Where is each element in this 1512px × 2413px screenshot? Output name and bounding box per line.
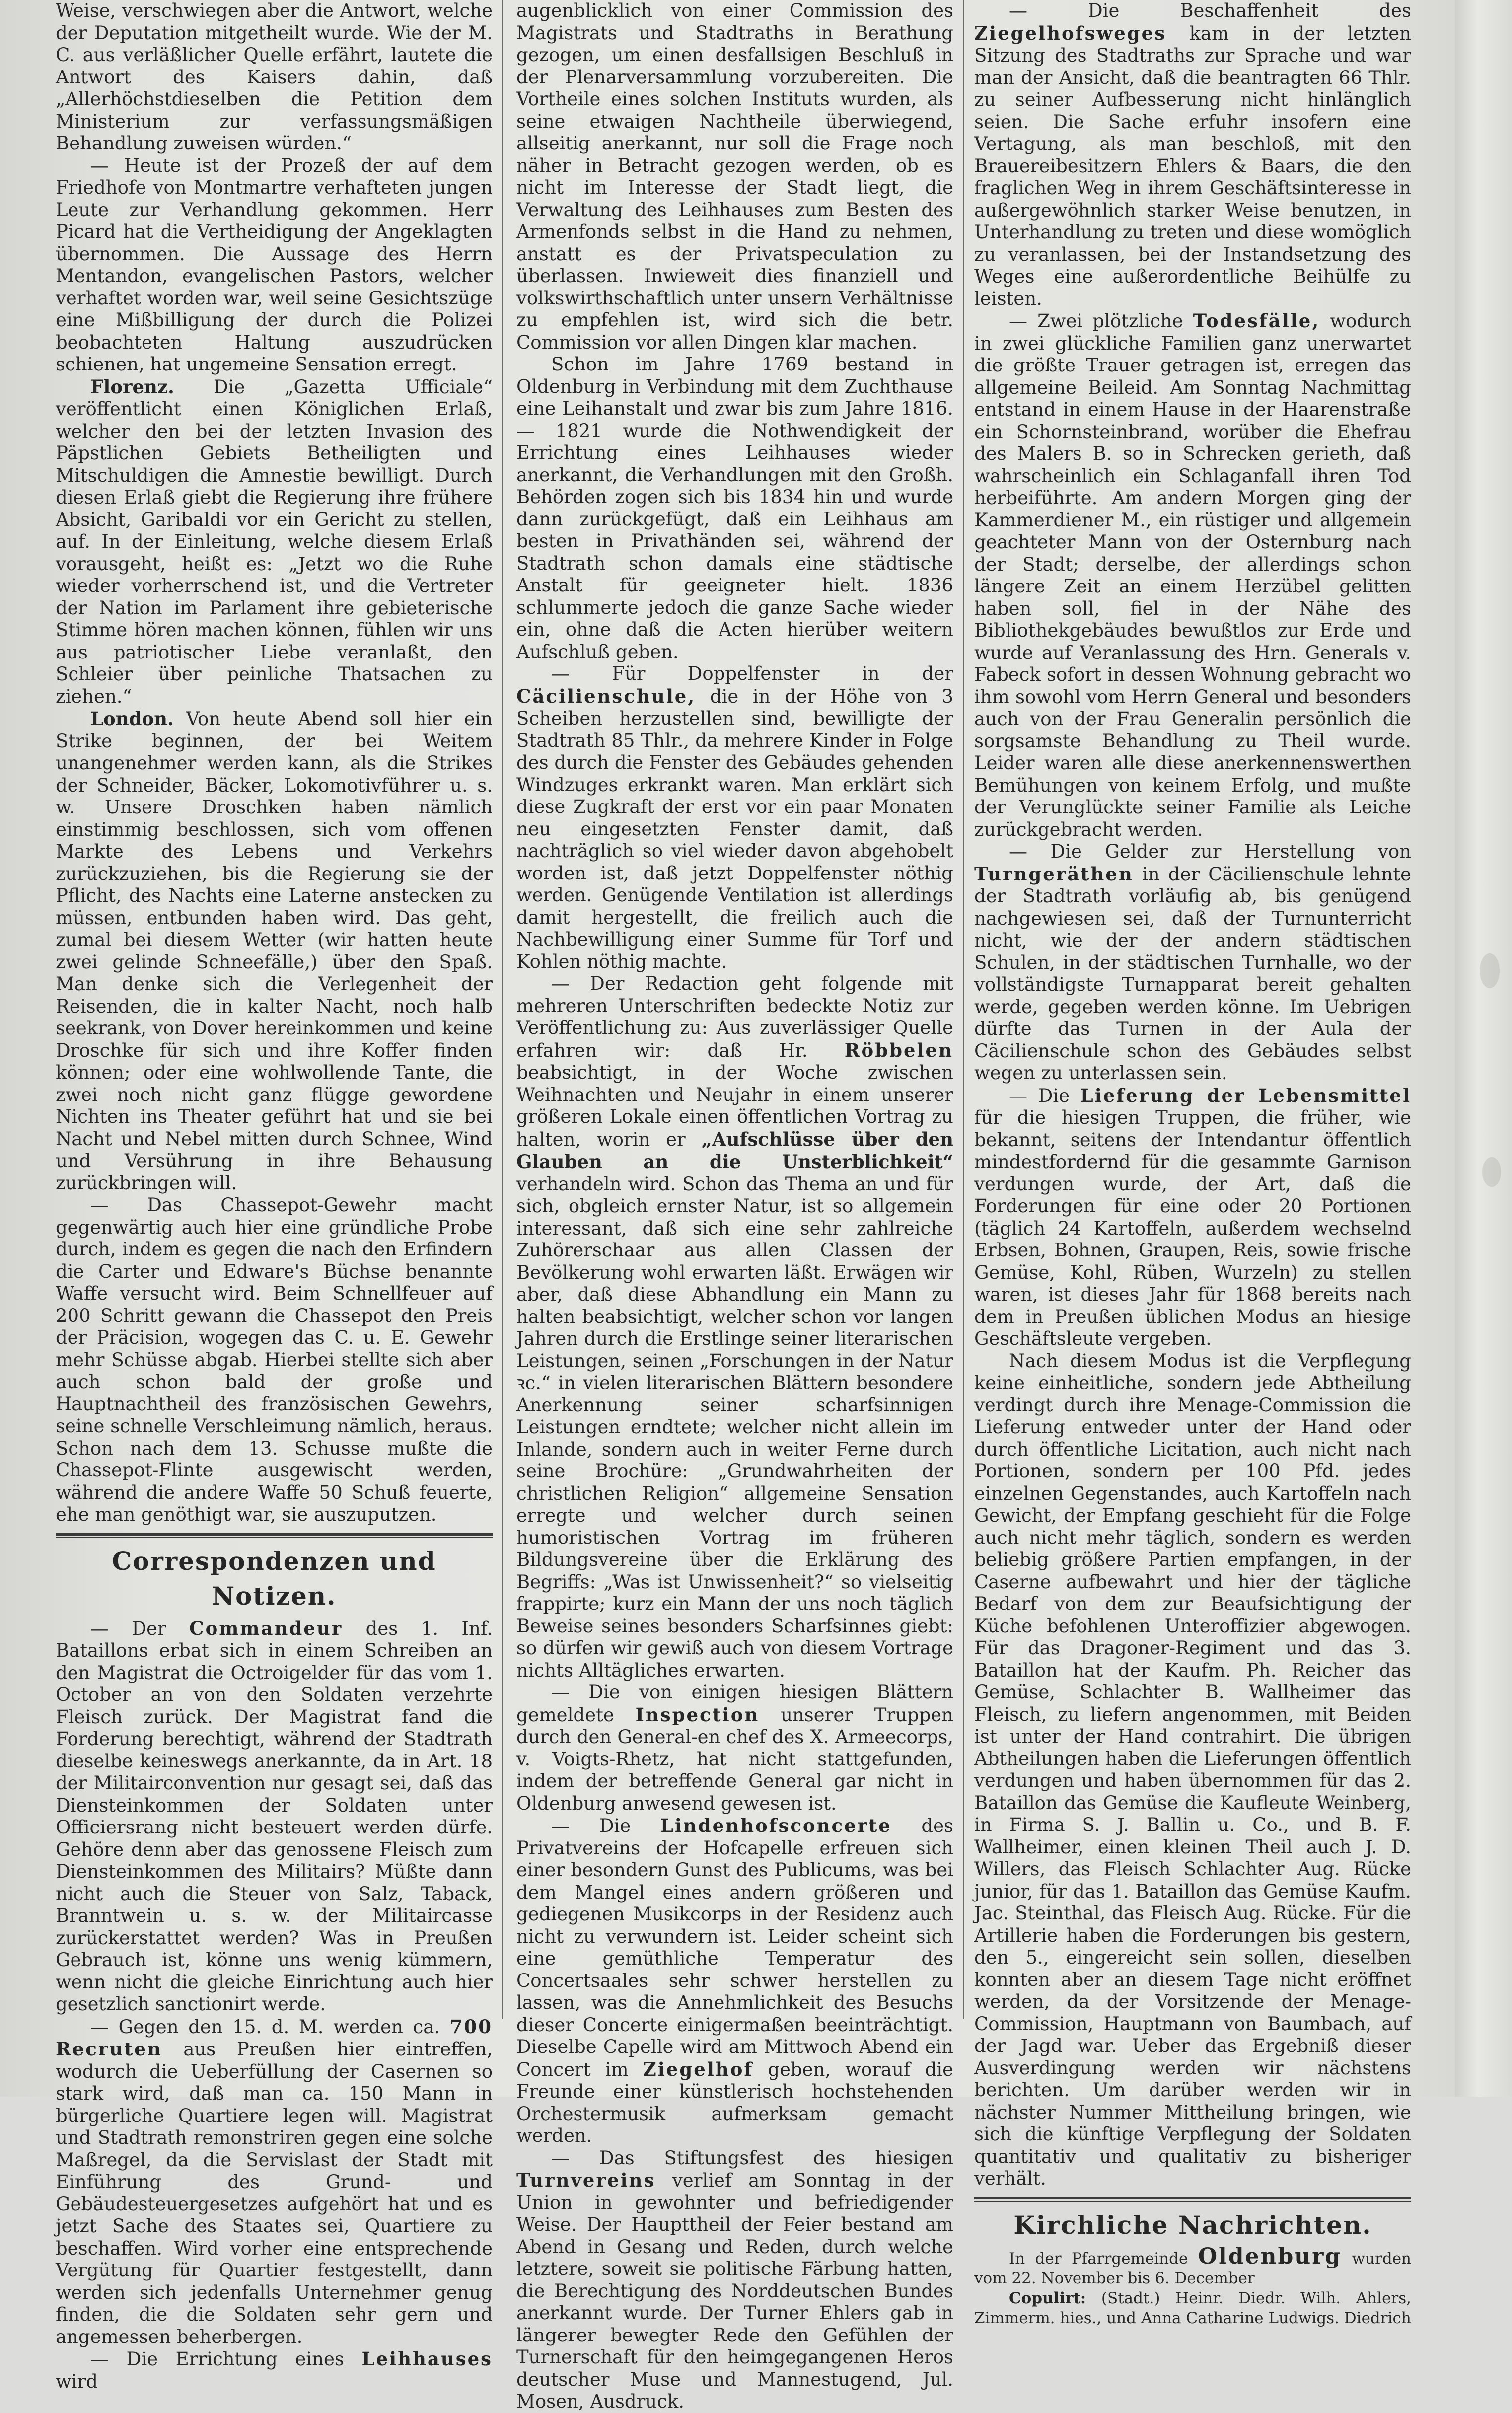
article-text: — Der Redaction geht folgende mit mehreren Unterschriften bedeckte Notiz zur Veröffentlichung zu: Aus zuverlässiger Quelle erfahren wir: daß Hr. [516, 973, 953, 1061]
article-text: — Die [551, 1815, 631, 1836]
article-text: die in der Höhe von 3 Scheiben herzustellen sind, bewilligte der Stadtrath 85 Thlr., da mehrere Kinder in Folge des durch die Fenster des Gebäudes gehenden Windzuges erkrankt waren. Man erklärt sich diese Zugkraft der erst vor ein paar Monaten neu eingesetzten Fenster damit, daß nachträglich so viel wieder davon abgehobelt worden ist, daß jetzt Doppelfenster nöthig werden. Genügende Ventilation ist allerdings damit hergestellt, die freilich auch die Nachbewilligung einer Summe für Torf und Kohlen nöthig machte. [516, 685, 953, 972]
article-text: — Die Gelder zur Herstellung von [1009, 841, 1411, 862]
article-text: Die „Gazetta Ufficiale“ veröffentlicht einen Königlichen Erlaß, welcher den bei der letzten Invasion des Päpstlichen Gebiets Betheiligten und Mitschuldigen die Amnestie bewilligt. Durch diesen Erlaß giebt die Regierung ihre frühere Absicht, Garibaldi vor ein Gericht zu stellen, auf. In der Einleitung, welche diesem Erlaß vorausgeht, heißt es: „Jetzt wo die Ruhe wieder vorherrschend ist, und die Vertreter der Nation im Parlament ihre gebieterische Stimme hören machen können, fühlen wir uns aus patriotischer Liebe veranlaßt, den Schleier über peinliche Thatsachen zu ziehen.“ [56, 376, 493, 707]
article-text: — Für Doppelfenster in der [551, 663, 953, 684]
article-text: verhandeln wird. Schon das Thema an und für sich, obgleich ernster Natur, ist so allgemein interessant, daß sich eine sehr zahlreiche Zuhörerschaar aus allen Classen der Bevölkerung wohl erwarten läßt. Erwägen wir aber, daß diese Abhandlung ein Mann zu halten beabsichtigt, welcher schon vor langen Jahren durch die Erstlinge seiner literarischen Leistungen, seinen „Forschungen in der Natur ꝛc.“ in vielen literarischen Blättern besondere Anerkennung seiner scharfsinnigen Leistungen erndtete; welcher nicht allein im Inlande, sondern auch in weiter Ferne durch seine Brochüre: „Grundwahrheiten der christlichen Religion“ allgemeine Sensation erregte und welcher durch seinen humoristischen Vortrag im früheren Bildungsvereine über die Erklärung des Begriffs: „Was ist Unwissenheit?“ so vielseitig frappirte; kurz ein Mann der uns noch täglich Beweise seines besonders Scharfsinnes giebt: so dürfen wir gewiß auch von diesem Vortrage nichts Alltägliches erwarten. [516, 1173, 953, 1681]
page-edge [1455, 0, 1512, 2097]
keyword-heading: Ziegelhof [643, 2058, 754, 2080]
keyword-heading: Copulirt: [1009, 2289, 1086, 2307]
article-text: des 1. Inf. Bataillons erbat sich in einem Schreiben an den Magistrat die Octroigelder für das vom 1. October an von den Soldaten verzehrte Fleisch zurück. Der Magistrat fand die Forderung berechtigt, während der Stadtrath dieselbe keineswegs anerkannte, da in Art. 18 der Militairconvention nur gesagt sei, daß das Diensteinkommen der Soldaten unter Officiersrang nicht besteuert werden dürfe. Gehöre denn aber das genossene Fleisch zum Diensteinkommen des Militairs? Müßte dann nicht auch die Steuer von Salz, Taback, Branntwein u. s. w. der Militaircasse zurückerstattet werden? Was in Preußen Gebrauch ist, könne uns wenig kümmern, wenn nicht die gleiche Einrichtung auch hier gesetzlich sanctionirt werde. [56, 1617, 493, 2015]
paper-stain [1482, 1157, 1501, 1187]
article-text: Von heute Abend soll hier ein Strike beginnen, der bei Weitem unangenehmer werden kann, als die Strikes der Schneider, Bäcker, Lokomotivführer u. s. w. Unsere Droschken haben nämlich einstimmig beschlossen, sich vom offenen Markte des Lebens und Verkehrs zurückzuziehen, bis die Regierung sie der Pflicht, des Nachts eine Laterne anstecken zu müssen, entbunden haben wird. Das geht, zumal bei diesem Wetter (wir hatten heute zwei gelinde Schneefälle,) über den Spaß. Man denke sich die Verlegenheit der Reisenden, die in kalter Nacht, noch halb seekrank, von Dover hereinkommen und keine Droschke für sich und ihre Koffer finden können; oder eine wohlwollende Tante, die zwei noch nicht ganz flügge gewordene Nichten ins Theater geführt hat und sie bei Nacht und Nebel mitten durch Schnee, Wind und Versührung in ihre Behausung zurückbringen will. [56, 708, 493, 1194]
column-middle [516, 0, 954, 2412]
section-rule [56, 1533, 493, 1538]
article-text: unserer Truppen durch den General-en chef des X. Armeecorps, v. Voigts-Rhetz, hat nicht stattgefunden, indem der betreffende General gar nicht in Oldenburg anwesend gewesen ist. [516, 1704, 954, 1814]
article-text: — Die [1009, 1085, 1070, 1106]
keyword-heading: Ziegelhofsweges [974, 22, 1167, 44]
section-heading: Correspondenzen und Notizen. [112, 1546, 436, 1610]
article-text: — Das Stiftungsfest des hiesigen [551, 2147, 953, 2169]
article-text: für die hiesigen Truppen, die früher, wie bekannt, seitens der Intendantur öffentlich mindestfordernd für die gesammte Garnison verdungen wurde, der Art, daß die Forderungen für eine oder 20 Portionen (täglich 24 Kartoffeln, außerdem wechselnd Erbsen, Bohnen, Graupen, Reis, sowie frische Gemüse, Kohl, Rüben, Wurzeln) zu stellen waren, ist dieses Jahr für 1868 bereits nach dem in Preußen üblichen Modus an hiesige Geschäftsleute vergeben. [974, 1107, 1411, 1349]
keyword-heading: Leihhauses [361, 2348, 493, 2370]
article-text: (Stadt.) Heinr. Diedr. Wilh. Ahlers, Zimmerm. hies., und Anna Catharine Ludwigs. Diedrich [974, 2289, 1411, 2327]
article-paragraph: augenblicklich von einer Commission des Magistrats und Stadtraths in Berathung gezogen, um einen desfallsigen Beschluß in der Plenarversammlung vorzubereiten. Die Vortheile eines solchen Instituts wurden, als seine etwaigen Nachtheile überwiegend, allseitig anerkannt, nur soll die Frage noch näher in Betracht gezogen werden, ob es nicht im Interesse der Stadt liegt, die Verwaltung des Leihhauses zum Besten des Armenfonds selbst in die Hand zu nehmen, anstatt es der Privatspeculation zu überlassen. Inwieweit dies finanziell und volkswirthschaftlich unter unsern Verhältnisse zu empfehlen ist, wird sich die betr. Commission vor allen Dingen klar machen. [516, 0, 953, 353]
keyword-heading: 700 Recruten [56, 2015, 493, 2060]
keyword-heading: Cäcilienschule, [516, 685, 696, 707]
article-text: — Die Beschaffenheit des [1009, 0, 1411, 21]
keyword-heading: Turnvereins [516, 2169, 656, 2191]
article-text: wurden vom 22. November bis 6. December [974, 2249, 1412, 2287]
keyword-heading: Röbbelen [844, 1039, 953, 1061]
article-text: — Die von einigen hiesigen Blättern gemeldete [516, 1682, 953, 1726]
column-divider [963, 0, 964, 2019]
keyword-heading: Turngeräthen [974, 863, 1134, 885]
article-text: geben, worauf die Freunde einer künstlerisch hochstehenden Orchestermusik aufmerksam gemacht werden. [516, 2058, 953, 2146]
keyword-heading: Inspection [635, 1703, 760, 1726]
article-paragraph: — Heute ist der Prozeß der auf dem Friedhofe von Montmartre verhafteten jungen Leute zur Verhandlung gekommen. Herr Picard hat die Vertheidigung der Angeklagten übernommen. Die Aussage des Herrn Mentandon, evangelischen Pastors, welcher verhaftet worden war, weil seine Gesichtszüge eine Mißbilligung der durch die Polizei beobachteten Haltung auszudrücken schienen, hat ungemeine Sensation erregt. [56, 154, 493, 375]
article-text: wodurch in zwei glückliche Familien ganz unerwartet die größte Trauer getragen ist, erregen das allgemeine Beileid. Am Sonntag Nachmittag entstand in einem Hause in der Haarenstraße ein Schornsteinbrand, worüber die Ehefrau des Malers B. so in Schrecken gerieth, daß wahrscheinlich ein Schlaganfall ihren Tod herbeiführte. Am andern Morgen ging der Kammerdiener M., ein rüstiger und allgemein geachteter Mann von der Osternburg nach der Stadt; derselbe, der allerdings schon längere Zeit an einem Herzübel gelitten haben soll, fiel in der Nähe des Bibliothekgebäudes bewußtlos zur Erde und wurde auf Veranlassung des Hrn. Generals v. Fabeck sofort in dessen Wohnung gebracht wo ihm sowohl vom Herrn General und besonders auch von der Frau Generalin persönlich die sorgsamste Behandlung zu Theil wurde. Leider waren alle diese anerkennenswerthen Bemühungen von keinem Erfolg, und mußte der Verunglückte seiner Familie als Leiche zurückgebracht werden. [974, 310, 1412, 840]
article-text: des Privatvereins der Hofcapelle erfreuen sich einer besondern Gunst des Publicums, was bei dem Mangel eines andern größeren und gediegenen Musikcorps in der Residenz auch nicht zu verwundern ist. Leider scheint sich eine gemüthliche Temperatur des Concertsaales sehr schwer herstellen zu lassen, was die Annehmlichkeit des Besuchs dieser Concerte einigermaßen beeinträchtigt. Dieselbe Capelle wird am Mittwoch Abend ein Concert im [516, 1815, 953, 2080]
place-heading: London. [90, 708, 174, 730]
section-rule [974, 2197, 1411, 2202]
article-paragraph: Nach diesem Modus ist die Verpflegung keine einheitliche, sondern jede Abtheilung verdingt durch ihre Menage-Commission die Lieferung entweder unter der Hand oder durch öffentliche Licitation, auch nicht nach Portionen, sondern per 100 Pfd. jedes einzelnen Gegenstandes, auch Kartoffeln nach Gewicht, der Empfang geschieht für die Folge auch nicht mehr täglich, sondern es werden beliebig größere Partien empfangen, in der Caserne aufbewahrt und hier der tägliche Bedarf von dem zur Beaufsichtigung der Küche befohlenen Unteroffizier abgewogen. Für das Dragoner-Regiment und das 3. Bataillon hat der Kaufm. Ph. Reicher das Gemüse, Schlachter B. Wallheimer das Fleisch, zu liefern angenommen, mit Beiden ist unter der Hand contrahirt. Die übrigen Abtheilungen haben die Lieferungen öffentlich verdungen und haben übernommen für das 2. Bataillon das Gemüse die Kaufleute Weinberg, in Firma S. J. Ballin u. Co., und B. F. Wallheimer, einen kleinen Theil auch J. D. Willers, das Fleisch Schlachter Aug. Rücke junior, für das 1. Bataillon das Gemüse Kaufm. Jac. Steinthal, das Fleisch Aug. Rücke. Für die Artillerie haben die Forderungen bis gestern, den 5., eingereicht sein sollen, dieselben konnten aber an diesem Tage nicht eröffnet werden, da der Vorsitzende der Menage-Commission, Hauptmann von Baumbach, auf der Jagd war. Ueber das Ergebniß dieser Ausverdingung werden wir nächstens berichten. Um darüber werden wir in nächster Nummer Mittheilung bringen, wie sich die künftige Verpflegung der Soldaten quantitativ und qualitativ zu bisheriger verhält. [974, 1350, 1411, 2189]
column-divider [502, 0, 503, 2019]
keyword-heading: „Aufschlüsse über den Glauben an die Unsterblichkeit“ [516, 1128, 954, 1172]
keyword-heading: Lieferung der Lebensmittel [1080, 1084, 1411, 1106]
keyword-heading: Commandeur [189, 1617, 343, 1639]
article-text: In der Pfarrgemeinde [1009, 2249, 1188, 2267]
keyword-heading: Oldenburg [1198, 2243, 1342, 2269]
section-heading: Kirchliche Nachrichten. [1013, 2210, 1372, 2240]
keyword-heading: Todesfälle, [1193, 310, 1320, 332]
keyword-heading: Lindenhofsconcerte [660, 1815, 892, 1836]
paper-stain [1480, 953, 1500, 988]
column-right [974, 0, 1412, 2327]
article-text: wird [56, 2370, 98, 2392]
article-text: verlief am Sonntag in der Union in gewohnter und befriedigender Weise. Der Haupttheil der Feier bestand am Abend in Gesang und Reden, durch welche letztere, soweit sie politische Färbung hatten, die Berechtigung des Norddeutschen Bundes anerkannt wurde. Der Turner Ehlers gab in längerer bewegter Rede den Gefühlen der Turnerschaft für den heimgegangenen Heros deutscher Muse und Mannestugend, Jul. Mosen, Ausdruck. [516, 2170, 954, 2412]
article-text: in der Cäcilienschule lehnte der Stadtrath vorläufig ab, bis genügend nachgewiesen sei, daß der Turnunterricht nicht, wie der der andern städtischen Schulen, in der städtischen Turnhalle, wo der vollständigste Turnapparat bereit gehalten werde, gegeben werden könne. Im Uebrigen dürfte das Turnen in der Aula der Cäcilienschule schon des Gebäudes selbst wegen zu unterlassen sein. [974, 863, 1411, 1084]
place-heading: Florenz. [90, 375, 174, 398]
article-text: — Der [90, 1617, 166, 1639]
article-text: kam in der letzten Sitzung des Stadtraths zur Sprache und war man der Ansicht, daß die beantragten 66 Thlr. zu seiner Aufbesserung nicht hinlänglich seien. Die Sache erfuhr insofern eine Vertagung, als man beschloß, mit den Brauereibesitzern Ehlers & Baars, die den fraglichen Weg in ihrem Geschäftsinteresse in außergewöhnlich starker Weise benutzen, in Unterhandlung zu treten und diese womöglich zu veranlassen, bei der Instandsetzung des Weges eine außerordentliche Beihülfe zu leisten. [974, 22, 1412, 309]
article-paragraph: Weise, verschwiegen aber die Antwort, welche der Deputation mitgetheilt wurde. Wie der M. C. aus verläßlicher Quelle erfährt, lautete die Antwort des Kaisers dahin, daß „Allerhöchstdieselben die Petition dem Ministerium zur verfassungsmäßigen Behandlung zuweisen würden.“ [56, 0, 493, 154]
article-text: — Zwei plötzliche [1009, 310, 1183, 332]
article-text: — Die Errichtung eines [90, 2348, 344, 2370]
article-text: aus Preußen hier eintreffen, wodurch die Ueberfüllung der Casernen so stark wird, daß man ca. 150 Mann in bürgerliche Quartiere legen will. Magistrat und Stadtrath remonstriren gegen eine solche Maßregel, da die Servislast der Stadt mit Einführung des Grund- und Gebäudesteuergesetzes aufgehört hat und es jetzt Sache des Staates sei, Quartiere zu beschaffen. Wird vorher eine entsprechende Vergütung für Quartier festgestellt, dann werden sich jedenfalls Unternehmer genug finden, die die Soldaten sehr gern und angemessen beherbergen. [56, 2039, 493, 2347]
article-paragraph: — Das Chassepot-Gewehr macht gegenwärtig auch hier eine gründliche Probe durch, indem es gegen die nach den Erfindern die Carter und Edware's Büchse benannte Waffe versucht wird. Beim Schnellfeuer auf 200 Schritt gewann die Chassepot den Preis der Präcision, wogegen das C. u. E. Gewehr mehr Schüsse abgab. Hierbei stellte sich aber auch schon bald der große und Hauptnachtheil des französischen Gewehrs, seine schnelle Verschleimung nämlich, heraus. Schon nach dem 13. Schusse mußte die Chassepot-Flinte ausgewischt werden, während die andere Waffe 50 Schuß feuerte, ehe man genöthigt war, sie auszuputzen. [56, 1194, 493, 1525]
article-paragraph: Schon im Jahre 1769 bestand in Oldenburg in Verbindung mit dem Zuchthause eine Leihanstalt und zwar bis zum Jahre 1816. — 1821 wurde die Nothwendigkeit der Errichtung eines Leihhauses wieder anerkannt, die Verhandlungen mit den Großh. Behörden zogen sich bis 1834 hin und wurde dann zurückgefügt, daß ein Leihhaus am besten in Privathänden sei, während der Stadtrath schon damals eine städtische Anstalt für geeigneter hielt. 1836 schlummerte jedoch die ganze Sache wieder ein, ohne daß die Acten hierüber weitern Aufschluß geben. [516, 354, 953, 662]
article-text: — Gegen den 15. d. M. werden ca. [90, 2016, 440, 2038]
column-left [56, 0, 493, 2392]
article-text: beabsichtigt, in der Woche zwischen Weihnachten und Neujahr in einem unserer größeren Lokale einen öffentlichen Vortrag zu halten, worin er [516, 1062, 953, 1150]
